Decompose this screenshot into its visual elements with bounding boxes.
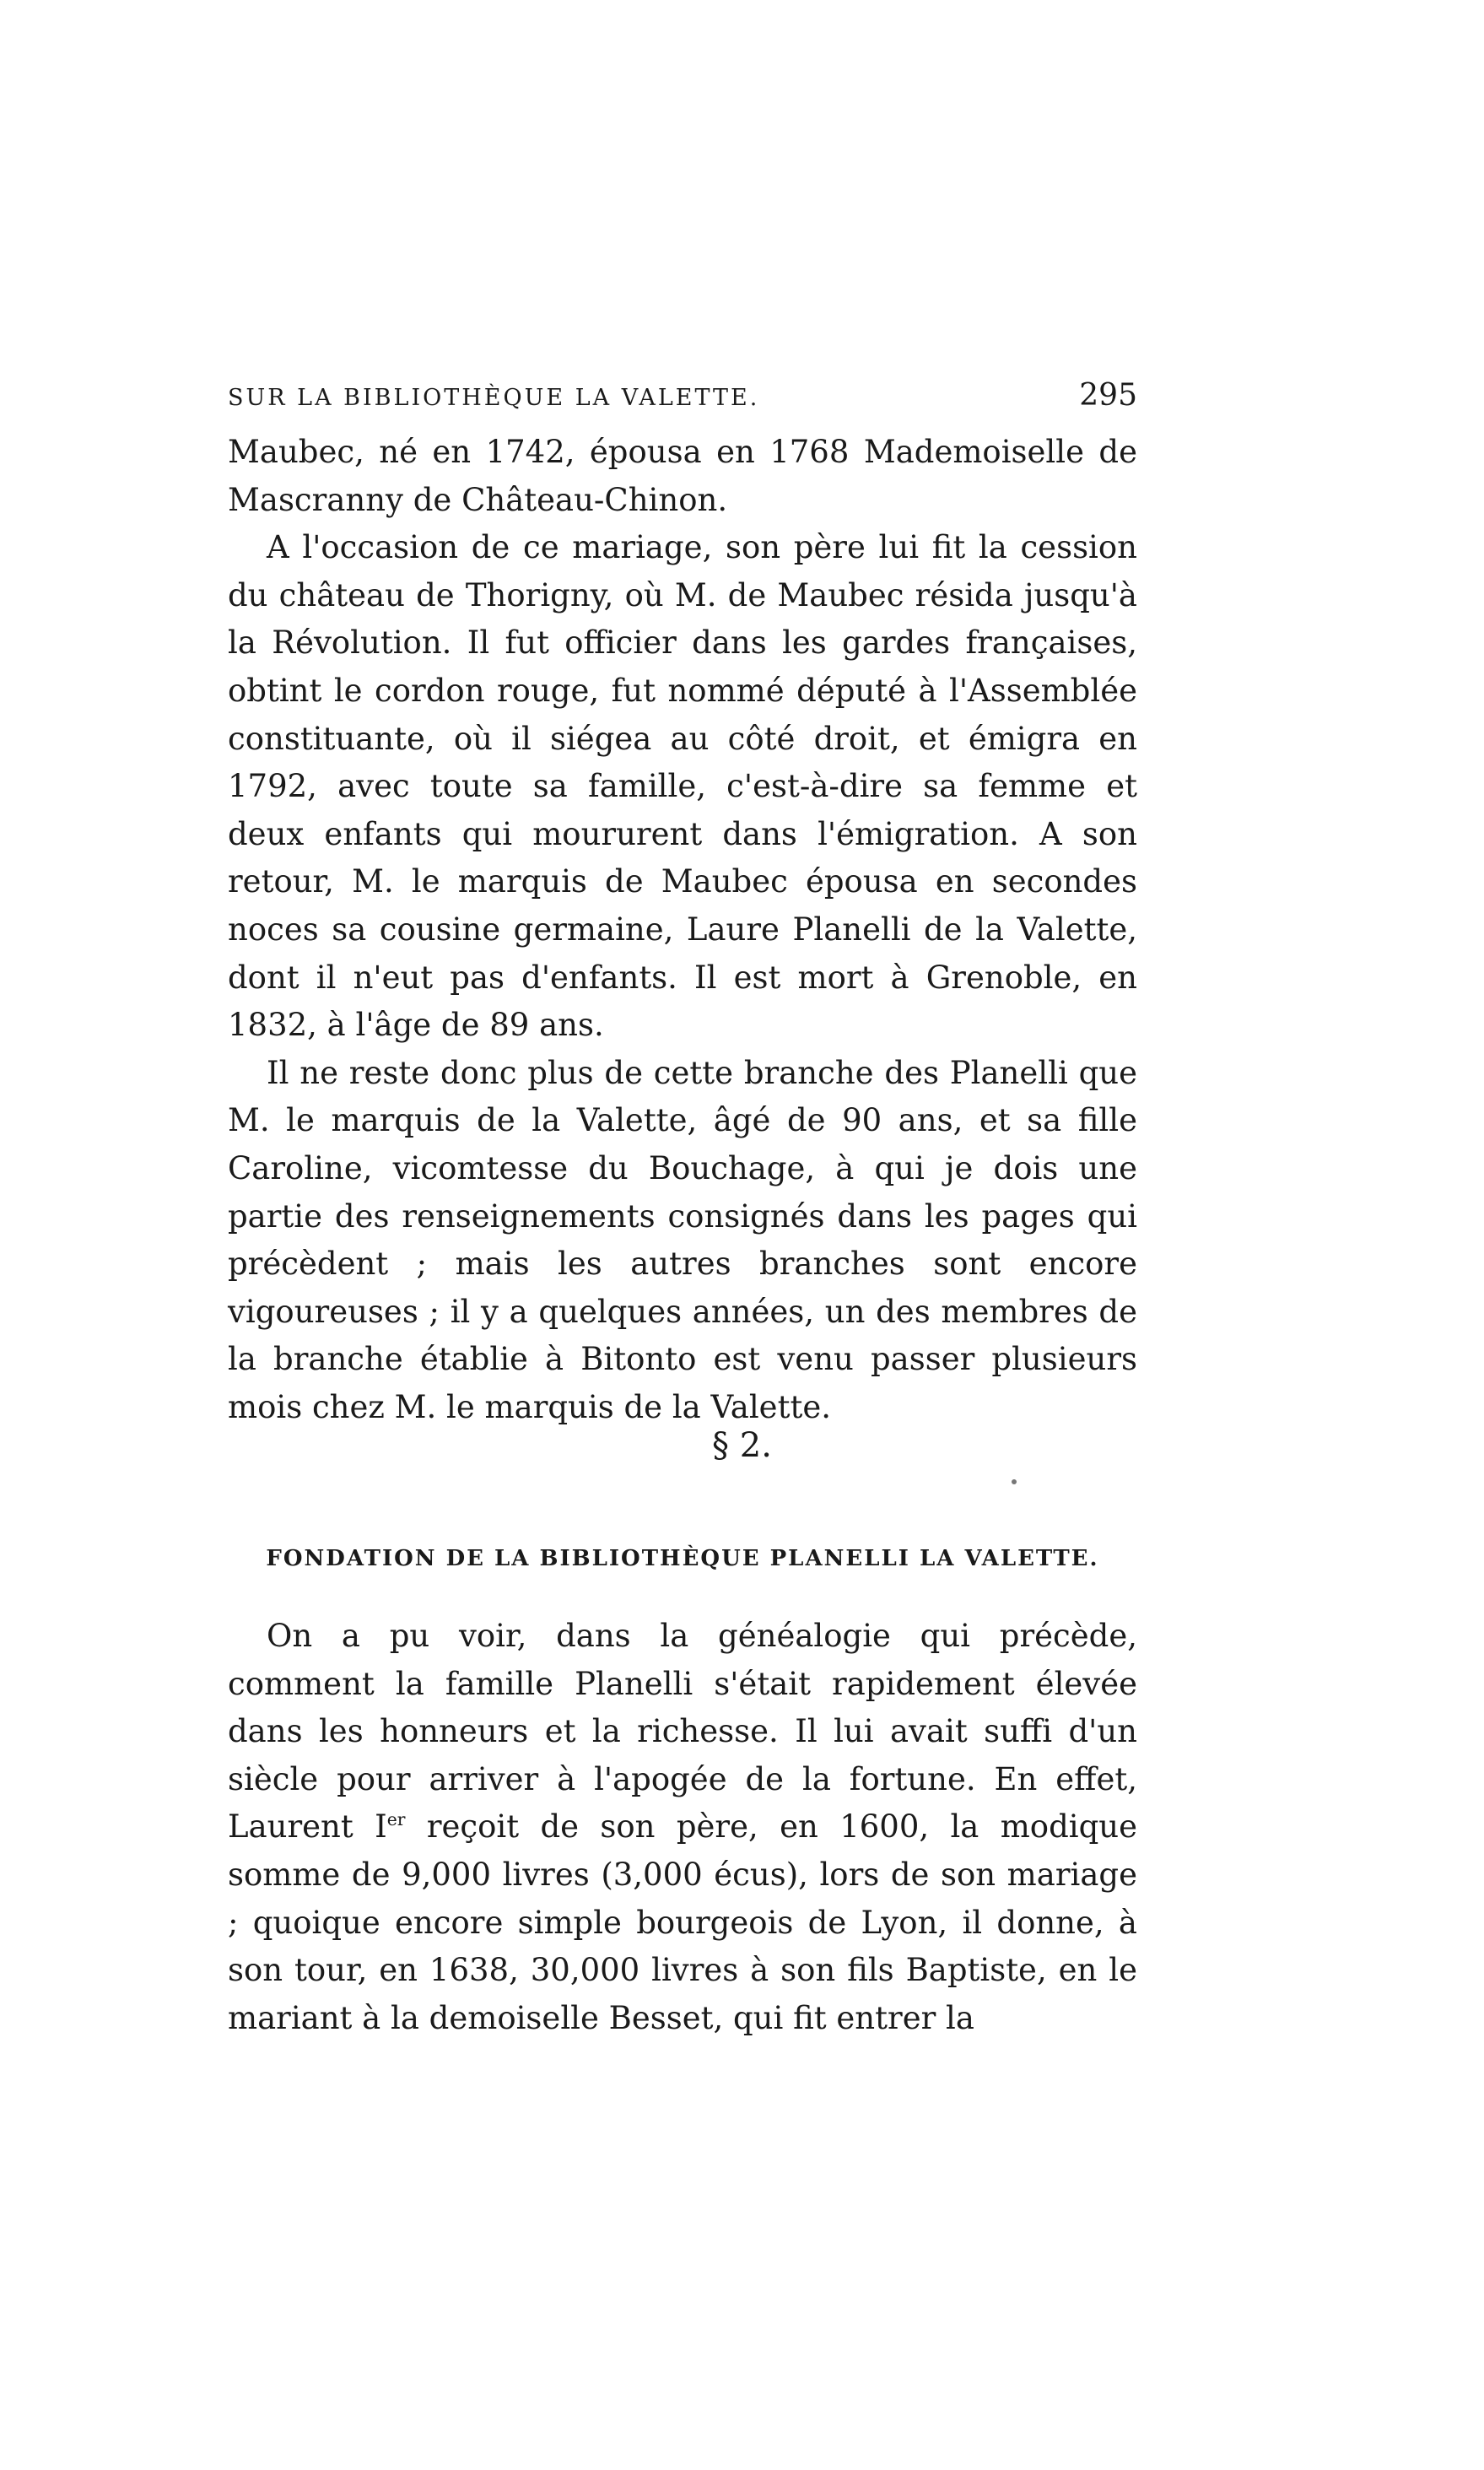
body-text-after-section [228,1613,1137,2042]
paragraph: A l'occasion de ce mariage, son père lui fit la cession du château de Thorigny, où M. de Maubec résida jusqu'à la Révolution. Il fut officier dans les gardes françaises, obtint le cordon rouge, fut nommé député à l'Assemblée constituante, où il siégea au côté droit, et émigra en 1792, avec toute sa famille, c'est-à-dire sa femme et deux enfants qui moururent dans l'émigration. A son retour, M. le marquis de Maubec épousa en secondes noces sa cousine germaine, Laure Planelli de la Valette, dont il n'eut pas d'enfants. Il est mort à Grenoble, en 1832, à l'âge de 89 ans. [228,529,1137,1044]
paragraph: Il ne reste donc plus de cette branche des Planelli que M. le marquis de la Valette, âgé de 90 ans, et sa fille Caroline, vicomtesse du Bouchage, à qui je dois une partie des renseignements consignés dans les pages qui précèdent ; mais les autres branches sont encore vigoureuses ; il y a quelques années, un des membres de la branche établie à Bitonto est venu passer plusieurs mois chez M. le marquis de la Valette. [228,1054,1137,1425]
print-speck [1012,1479,1017,1484]
body-text-before-section [228,429,1137,1431]
running-title: SUR LA BIBLIOTHÈQUE LA VALETTE. [228,385,760,411]
paragraph-text: reçoit de son père, en 1600, la modique somme de 9,000 livres (3,000 écus), lors de son mariage ; quoique encore simple bourgeois de Lyon, il donne, à son tour, en 1638, 30,000 livres à son fils Baptiste, en le mariant à la demoiselle Besset, qui fit entrer la [228,1808,1137,2036]
paragraph-text: On a pu voir, dans la généalogie qui précède, comment la famille Planelli s'était rapidement élevée dans les honneurs et la richesse. Il lui avait suffi d'un siècle pour arriver à l'apogée de la fortune. En effet, Laurent I [228,1618,1137,1846]
section-heading: FONDATION DE LA BIBLIOTHÈQUE PLANELLI LA VALETTE. [266,1546,1099,1571]
section-number: § 2. [712,1426,772,1465]
page-number: 295 [1079,378,1137,413]
paragraph: Maubec, né en 1742, épousa en 1768 Mademoiselle de Mascranny de Château-Chinon. [228,434,1137,518]
running-head [228,378,1137,413]
paragraph [228,1613,1137,2042]
superscript: er [386,1809,406,1830]
